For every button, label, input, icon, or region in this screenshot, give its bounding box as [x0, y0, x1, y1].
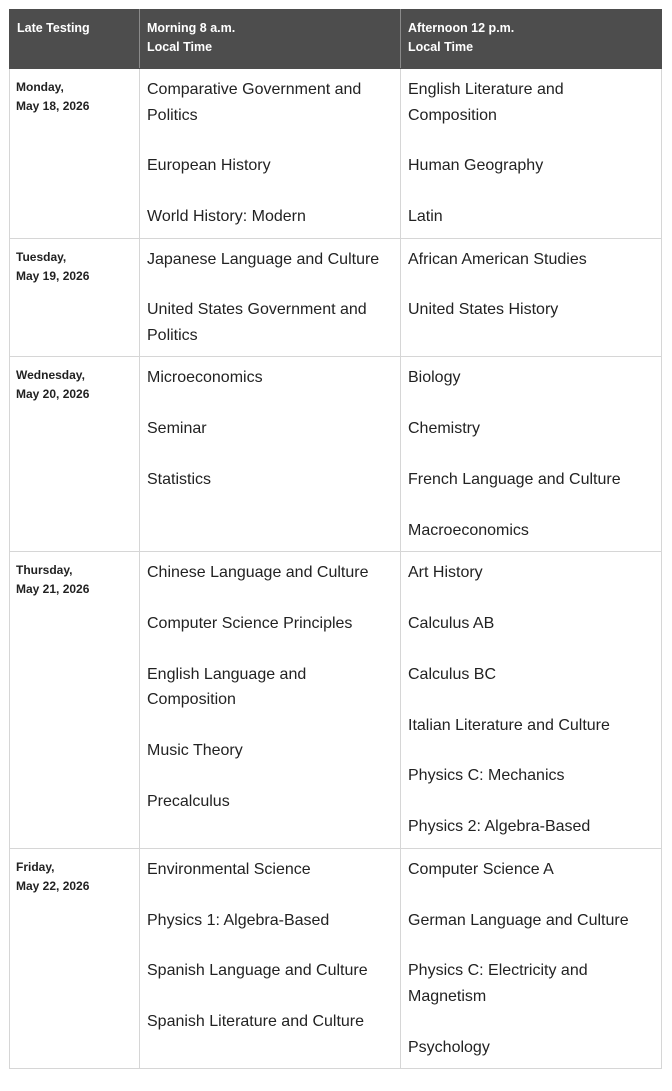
header-late-testing-label: Late Testing [17, 21, 90, 35]
late-testing-schedule-table [9, 9, 662, 1069]
table-row [10, 69, 662, 239]
day-cell [10, 69, 140, 239]
exam-item: Macroeconomics [408, 521, 529, 539]
exam-item: Psychology [408, 1038, 490, 1056]
exam-item: Japanese Language and Culture [147, 250, 380, 268]
exam-item: Spanish Language and Culture [147, 962, 368, 980]
morning-exams-cell [140, 357, 401, 552]
day-date: May 22, 2026 [16, 878, 90, 893]
day-cell [10, 238, 140, 357]
exam-item: Physics 2: Algebra-Based [408, 818, 591, 836]
exam-item: Latin [408, 208, 443, 226]
header-morning [140, 10, 401, 69]
exam-item: German Language and Culture [408, 911, 629, 929]
header-morning-zone: Local Time [147, 40, 213, 54]
day-weekday: Friday, [16, 859, 55, 874]
exam-item: Art History [408, 564, 483, 582]
morning-exams-cell [140, 552, 401, 848]
exam-item: Calculus BC [408, 665, 497, 683]
afternoon-exam-list [401, 552, 661, 847]
day-date: May 20, 2026 [16, 387, 90, 402]
exam-item: United States History [408, 301, 559, 319]
header-afternoon [401, 10, 662, 69]
exam-item: Chemistry [408, 420, 481, 438]
morning-exam-list [140, 552, 400, 822]
exam-item: Statistics [147, 470, 212, 488]
table-header [10, 10, 662, 69]
day-date: May 19, 2026 [16, 268, 90, 283]
day-weekday: Tuesday, [16, 249, 67, 264]
exam-item: English Literature and Composition [408, 81, 564, 124]
day-cell [10, 552, 140, 848]
morning-exams-cell [140, 848, 401, 1068]
table-row [10, 552, 662, 848]
afternoon-exam-list [401, 357, 661, 551]
exam-item: Environmental Science [147, 860, 311, 878]
exam-item: Microeconomics [147, 369, 263, 387]
exam-item: Seminar [147, 420, 207, 438]
afternoon-exams-cell [401, 552, 662, 848]
header-row [10, 10, 662, 69]
exam-item: Human Geography [408, 157, 544, 175]
exam-item: Comparative Government and Politics [147, 81, 362, 124]
header-afternoon-time: Afternoon 12 p.m. [408, 21, 515, 35]
afternoon-exams-cell [401, 69, 662, 239]
exam-item: French Language and Culture [408, 470, 621, 488]
table-row [10, 238, 662, 357]
day-cell [10, 357, 140, 552]
day-weekday: Wednesday, [16, 368, 85, 383]
exam-item: Physics 1: Algebra-Based [147, 911, 330, 929]
afternoon-exam-list [401, 69, 661, 238]
exam-item: Music Theory [147, 742, 243, 760]
table-row [10, 848, 662, 1068]
afternoon-exams-cell [401, 238, 662, 357]
exam-item: African American Studies [408, 250, 587, 268]
morning-exams-cell [140, 69, 401, 239]
header-afternoon-zone: Local Time [408, 40, 474, 54]
table-row [10, 357, 662, 552]
exam-item: Chinese Language and Culture [147, 564, 369, 582]
exam-item: European History [147, 157, 271, 175]
exam-item: Computer Science Principles [147, 615, 353, 633]
morning-exam-list [140, 239, 400, 357]
exam-item: United States Government and Politics [147, 301, 367, 344]
day-date: May 21, 2026 [16, 582, 90, 597]
exam-item: Biology [408, 369, 461, 387]
exam-item: English Language and Composition [147, 665, 307, 709]
morning-exam-list [140, 849, 400, 1043]
afternoon-exams-cell [401, 848, 662, 1068]
afternoon-exam-list [401, 849, 661, 1068]
day-date: May 18, 2026 [16, 99, 90, 113]
afternoon-exams-cell [401, 357, 662, 552]
exam-item: Precalculus [147, 792, 230, 810]
day-weekday: Monday, [16, 80, 64, 94]
exam-item: Calculus AB [408, 615, 495, 633]
header-morning-time: Morning 8 a.m. [147, 21, 236, 35]
day-cell [10, 848, 140, 1068]
header-late-testing [10, 10, 140, 69]
morning-exam-list [140, 357, 400, 500]
day-weekday: Thursday, [16, 563, 73, 578]
exam-item: Spanish Literature and Culture [147, 1013, 365, 1031]
exam-item: Physics C: Electricity and Magnetism [408, 962, 588, 1005]
table-body [10, 69, 662, 1069]
exam-item: Physics C: Mechanics [408, 767, 565, 785]
afternoon-exam-list [401, 239, 661, 331]
morning-exams-cell [140, 238, 401, 357]
exam-item: World History: Modern [147, 208, 306, 226]
exam-item: Italian Literature and Culture [408, 716, 610, 734]
morning-exam-list [140, 69, 400, 238]
exam-item: Computer Science A [408, 860, 554, 878]
